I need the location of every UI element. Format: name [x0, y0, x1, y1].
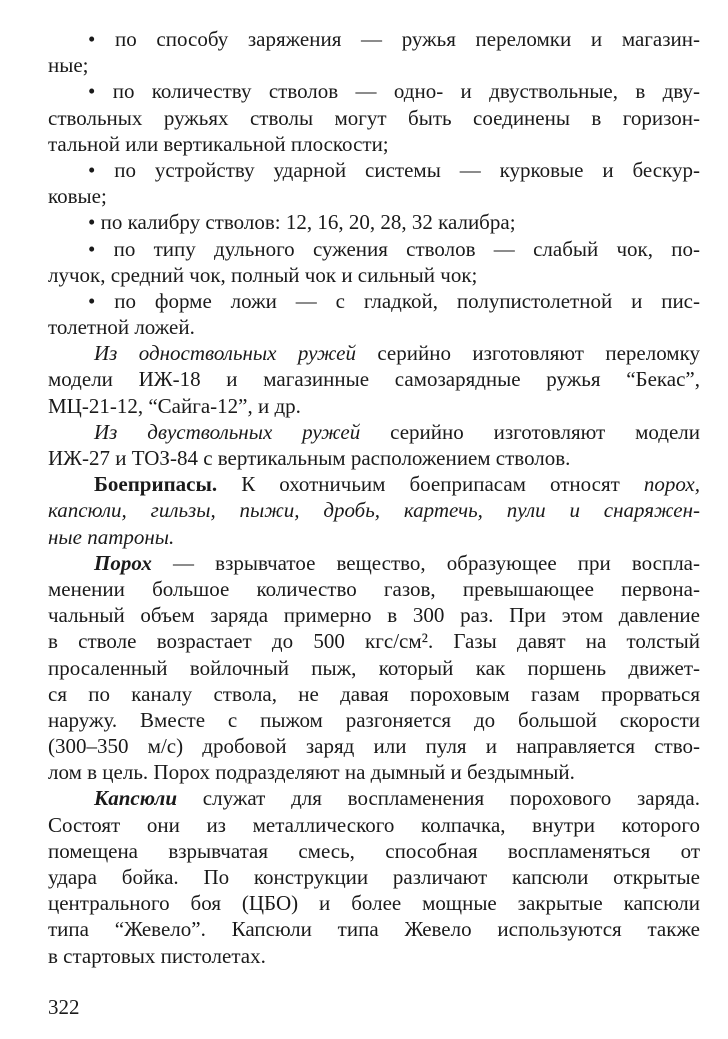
- text-line: [48, 393, 700, 419]
- text-line: [48, 471, 700, 497]
- text-segment: чальный объем заряда примерно в 300 раз. При этом давление: [48, 603, 700, 628]
- text-line: [48, 524, 700, 550]
- text-line: [48, 890, 700, 916]
- text-line: [48, 26, 700, 52]
- text-line: [48, 105, 700, 131]
- text-segment: Капсюли: [94, 786, 178, 811]
- page-number: 322: [48, 995, 80, 1019]
- text-segment: • по типу дульного сужения стволов — слабый чок, по-: [88, 236, 700, 261]
- text-segment: в стартовых пистолетах.: [48, 943, 266, 968]
- text-segment: • по количеству стволов — одно- и двуствольные, в дву-: [88, 79, 700, 104]
- text-line: [48, 812, 700, 838]
- text-segment: в стволе возрастает до 500 кгс/см². Газы давят на толстый: [48, 629, 700, 654]
- text-line: [48, 785, 700, 811]
- text-line: [48, 262, 700, 288]
- text-segment: • по устройству ударной системы — курковые и бескур-: [88, 157, 700, 182]
- text-segment: центрального боя (ЦБО) и более мощные закрытые капсюли: [48, 891, 700, 916]
- text-segment: Из двуствольных ружей: [94, 419, 361, 444]
- text-segment: • по способу заряжения — ружья переломки и магазин-: [88, 27, 700, 51]
- text-line: [48, 131, 700, 157]
- text-line: [48, 628, 700, 654]
- text-line: [48, 157, 700, 183]
- text-segment: ные;: [48, 53, 89, 78]
- text-segment: модели ИЖ-18 и магазинные самозарядные ружья “Бекас”,: [48, 367, 700, 392]
- text-line: [48, 550, 700, 576]
- text-line: [48, 419, 700, 445]
- text-segment: толетной ложей.: [48, 315, 195, 340]
- text-line: [48, 236, 700, 262]
- text-line: [48, 602, 700, 628]
- text-segment: МЦ-21-12, “Сайга-12”, и др.: [48, 393, 301, 418]
- text-line: [48, 576, 700, 602]
- text-segment: удара бойка. По конструкции различают капсюли открытые: [48, 865, 700, 889]
- text-line: [48, 916, 700, 942]
- text-segment: — взрывчатое вещество, образующее при воспла-: [151, 550, 700, 575]
- text-segment: Состоят они из металлического колпачка, внутри которого: [48, 812, 700, 837]
- text-segment: лом в цель. Порох подразделяют на дымный и бездымный.: [48, 760, 575, 785]
- text-segment: служат для воспламенения порохового заряда.: [177, 786, 700, 811]
- text-line: [48, 288, 700, 314]
- text-segment: Из одноствольных ружей: [94, 341, 356, 366]
- text-segment: К охотничьим боеприпасам относят: [217, 472, 644, 497]
- text-segment: серийно изготовляют переломку: [355, 341, 700, 366]
- text-segment: ные патроны.: [48, 524, 175, 549]
- text-segment: • по форме ложи — с гладкой, полупистолетной и пис-: [88, 288, 700, 313]
- page-body: [48, 26, 700, 969]
- text-segment: Боеприпасы.: [94, 472, 218, 497]
- text-line: [48, 943, 700, 969]
- text-line: [48, 78, 700, 104]
- text-segment: просаленный войлочный пыж, который как поршень движет-: [48, 655, 700, 680]
- text-line: [48, 445, 700, 471]
- text-segment: типа “Жевело”. Капсюли типа Жевело используются также: [48, 917, 700, 942]
- text-segment: наружу. Вместе с пыжом разгоняется до большой скорости: [48, 707, 700, 732]
- text-segment: ИЖ-27 и ТОЗ-84 с вертикальным расположением стволов.: [48, 446, 571, 470]
- text-segment: ся по каналу ствола, не давая пороховым газам прорваться: [48, 681, 700, 706]
- text-segment: менении большое количество газов, превышающее первона-: [48, 576, 700, 601]
- text-segment: • по калибру стволов: 12, 16, 20, 28, 32 калибра;: [88, 210, 516, 235]
- text-segment: тальной или вертикальной плоскости;: [48, 131, 389, 156]
- text-line: [48, 655, 700, 681]
- text-line: [48, 52, 700, 78]
- text-line: [48, 733, 700, 759]
- text-segment: Порох: [94, 550, 152, 575]
- text-line: [48, 314, 700, 340]
- text-segment: ковые;: [48, 184, 107, 209]
- text-line: [48, 497, 700, 523]
- text-segment: (300–350 м/с) дробовой заряд или пуля и направляется ство-: [48, 734, 700, 759]
- text-segment: помещена взрывчатая смесь, способная воспламеняться от: [48, 838, 700, 863]
- text-line: [48, 681, 700, 707]
- text-line: [48, 366, 700, 392]
- text-line: [48, 209, 700, 235]
- text-line: [48, 707, 700, 733]
- text-segment: ствольных ружьях стволы могут быть соединены в горизон-: [48, 105, 700, 130]
- text-segment: капсюли, гильзы, пыжи, дробь, картечь, пули и снаряжен-: [48, 498, 700, 523]
- text-line: [48, 759, 700, 785]
- text-line: [48, 183, 700, 209]
- text-segment: серийно изготовляют модели: [360, 419, 700, 444]
- text-line: [48, 838, 700, 864]
- text-segment: порох,: [643, 472, 700, 497]
- text-line: [48, 340, 700, 366]
- text-line: [48, 864, 700, 890]
- text-segment: лучок, средний чок, полный чок и сильный чок;: [48, 262, 478, 287]
